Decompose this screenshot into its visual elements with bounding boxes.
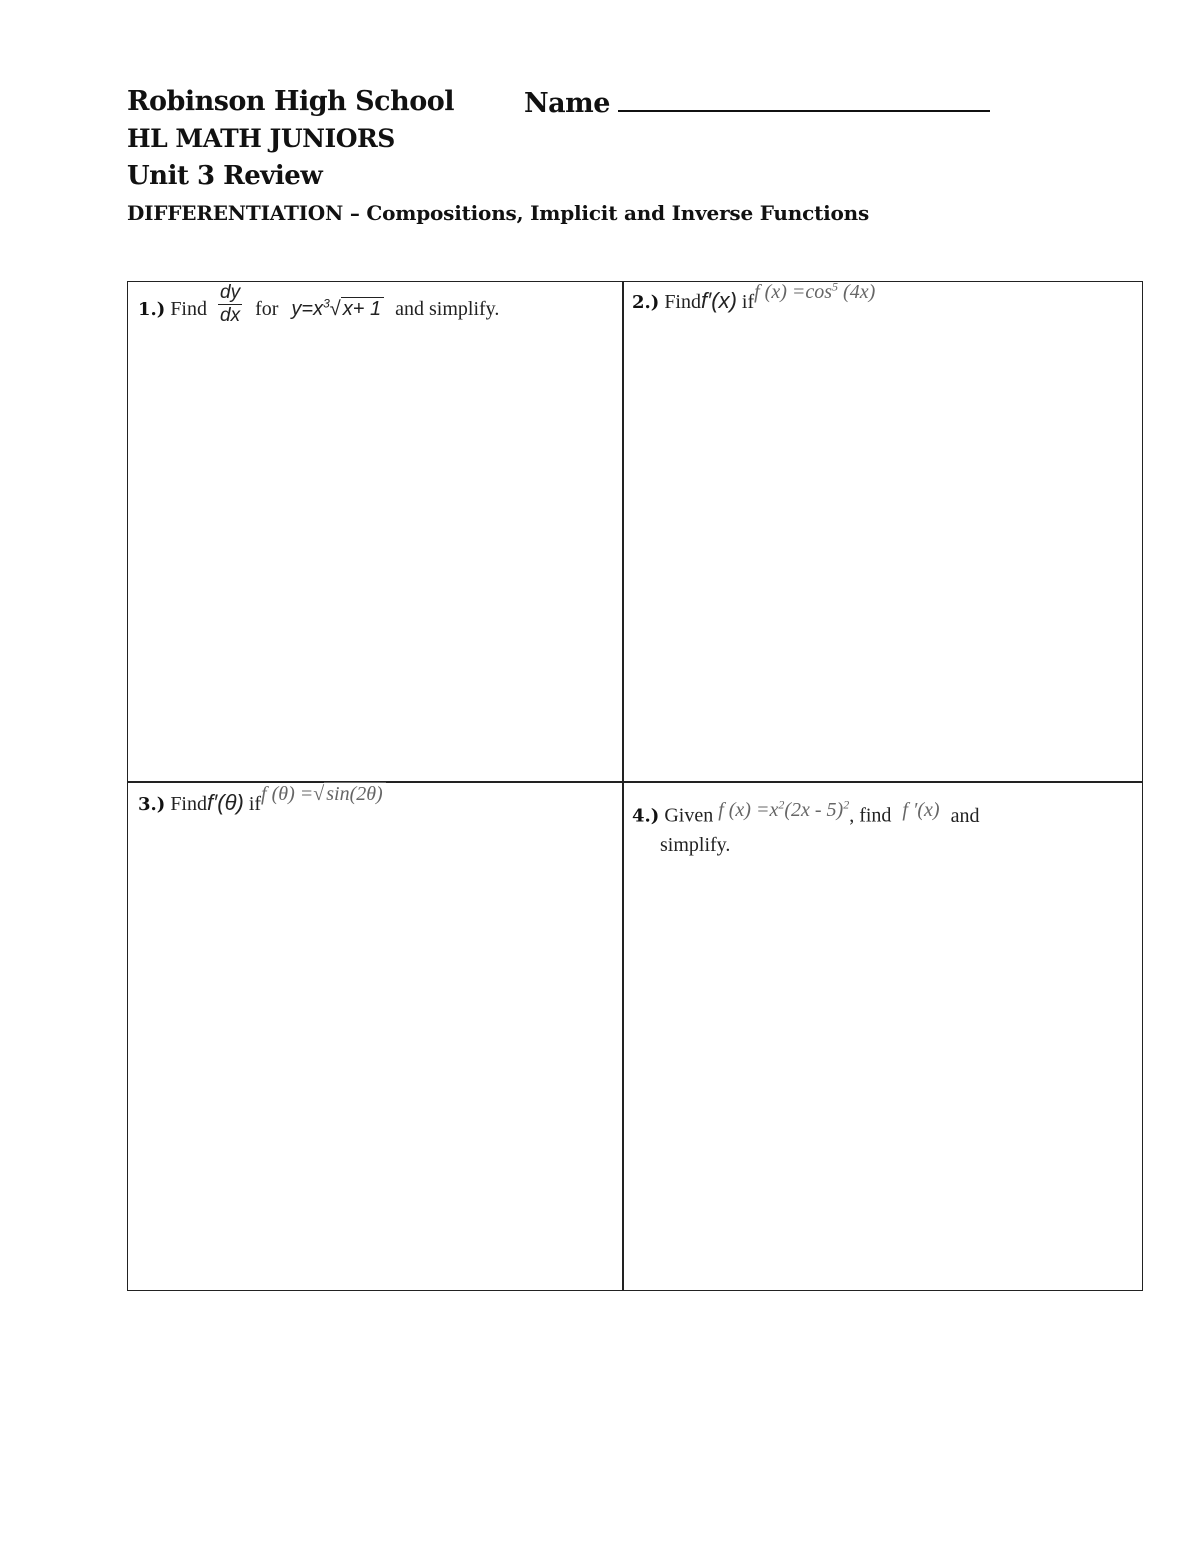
function-expression [718, 799, 849, 821]
question-text: Find [170, 298, 207, 321]
exponent: 2 [843, 797, 850, 811]
dy-dx-fraction [218, 282, 242, 327]
exponent: 3 [323, 296, 330, 311]
question-text: and [950, 804, 980, 827]
unit-title: Unit 3 Review [127, 161, 323, 191]
question-4 [632, 796, 979, 859]
function-expression: f (θ) =√ sin(2θ) [261, 783, 386, 805]
question-number: 1.) [138, 299, 166, 321]
question-2 [632, 279, 876, 314]
derivative-expression: f′(θ) [207, 790, 244, 815]
grid-vertical-divider [622, 282, 624, 1290]
question-text: simplify. [660, 833, 731, 856]
name-blank-line [618, 86, 990, 112]
derivative-expression: f ′(x) [902, 798, 940, 821]
question-number: 4.) [632, 805, 660, 827]
exponent: 2 [778, 797, 785, 811]
question-text: and simplify. [395, 298, 500, 321]
question-text: if [248, 793, 262, 815]
question-1 [138, 282, 500, 333]
class-title: HL MATH JUNIORS [127, 124, 395, 153]
question-3 [138, 783, 386, 816]
question-text: if [741, 291, 755, 313]
name-field [524, 86, 990, 119]
topic-title: DIFFERENTIATION – Compositions, Implicit and Inverse Functions [127, 201, 870, 225]
derivative-expression: f′(x) [701, 288, 737, 313]
radicand: x+ 1 [341, 297, 384, 320]
function-argument: (4x) [843, 281, 876, 303]
function-lhs: f (x) =cos [754, 281, 833, 303]
question-number: 3.) [138, 794, 166, 815]
school-name: Robinson High School [127, 86, 454, 117]
function-factor: (2x - 5) [784, 798, 844, 821]
function-expression [754, 281, 875, 303]
question-text: , find [849, 804, 892, 827]
question-text: Given [664, 804, 714, 827]
question-text: for [255, 298, 279, 321]
function-lhs: y=x [291, 298, 324, 321]
function-lhs: f (θ) = [261, 783, 314, 805]
function-expression: $y=x^3√$ x+ 1 [291, 298, 384, 320]
question-text: Find [664, 291, 701, 313]
fraction-denominator: dx [220, 305, 241, 326]
fraction-numerator: dy [220, 282, 241, 303]
question-number: 2.) [632, 292, 660, 313]
question-grid [127, 281, 1143, 1291]
question-text: Find [170, 793, 207, 815]
function-lhs: f (x) =x [718, 798, 779, 821]
name-label: Name [524, 88, 610, 119]
radicand: sin(2θ) [324, 782, 385, 805]
exponent: 5 [832, 279, 839, 294]
